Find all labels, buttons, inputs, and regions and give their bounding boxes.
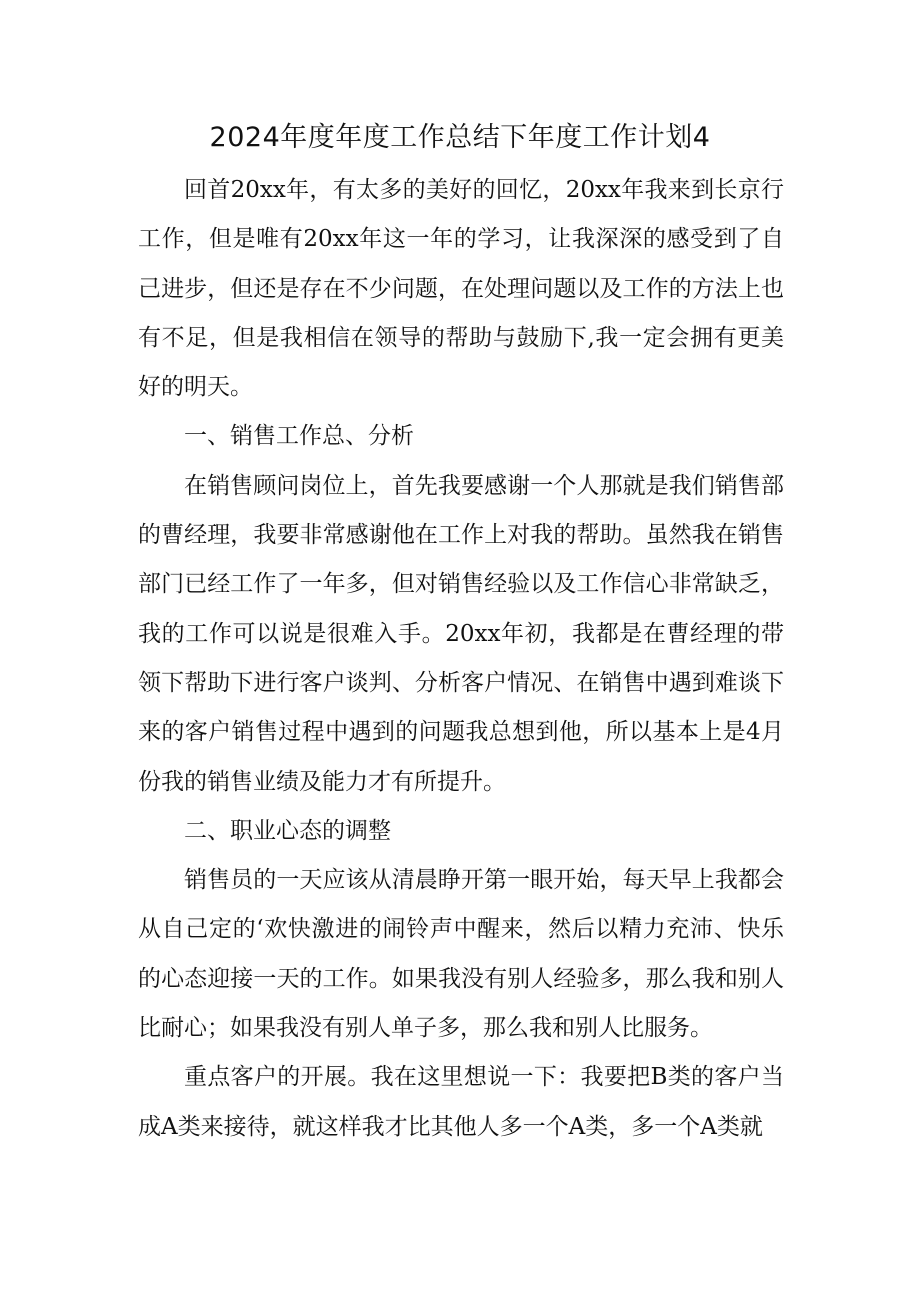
paragraph-sales: 在销售顾问岗位上，首先我要感谢一个人那就是我们销售部的曹经理，我要非常感谢他在工作上对我的帮助。虽然我在销售部门已经工作了一年多，但对销售经验以及工作信心非常缺乏，我的工作可以说是很难入手。20xx年初，我都是在曹经理的带领下帮助下进行客户谈判、分析客户情况、在销售中遇到难谈下来的客户销售过程中遇到的问题我总想到他，所以基本上是4月份我的销售业绩及能力才有所提升。 [138, 472, 784, 795]
document-body [138, 166, 784, 1152]
section-heading-mindset: 二、职业心态的调整 [184, 817, 391, 844]
document-title: 2024年度年度工作总结下年度工作计划4 [209, 122, 711, 153]
section-heading-sales: 一、销售工作总、分析 [184, 423, 414, 450]
paragraph-mindset: 销售员的一天应该从清晨睁开第一眼开始，每天早上我都会从自己定的‘欢快激进的闹铃声中醒来，然后以精力充沛、快乐的心态迎接一天的工作。如果我没有别人经验多，那么我和别人比耐心；如果我没有别人单子多，那么我和别人比服务。 [138, 867, 784, 1042]
paragraph-intro: 回首20xx年，有太多的美好的回忆，20xx年我来到长京行工作，但是唯有20xx年这一年的学习，让我深深的感受到了自己进步，但还是存在不少问题，在处理问题以及工作的方法上也有不足，但是我相信在领导的帮助与鼓励下,我一定会拥有更美好的明天。 [138, 177, 784, 401]
paragraph-key-clients: 重点客户的开展。我在这里想说一下：我要把B类的客户当成A类来接待，就这样我才比其他人多一个A类，多一个A类就 [138, 1064, 784, 1140]
